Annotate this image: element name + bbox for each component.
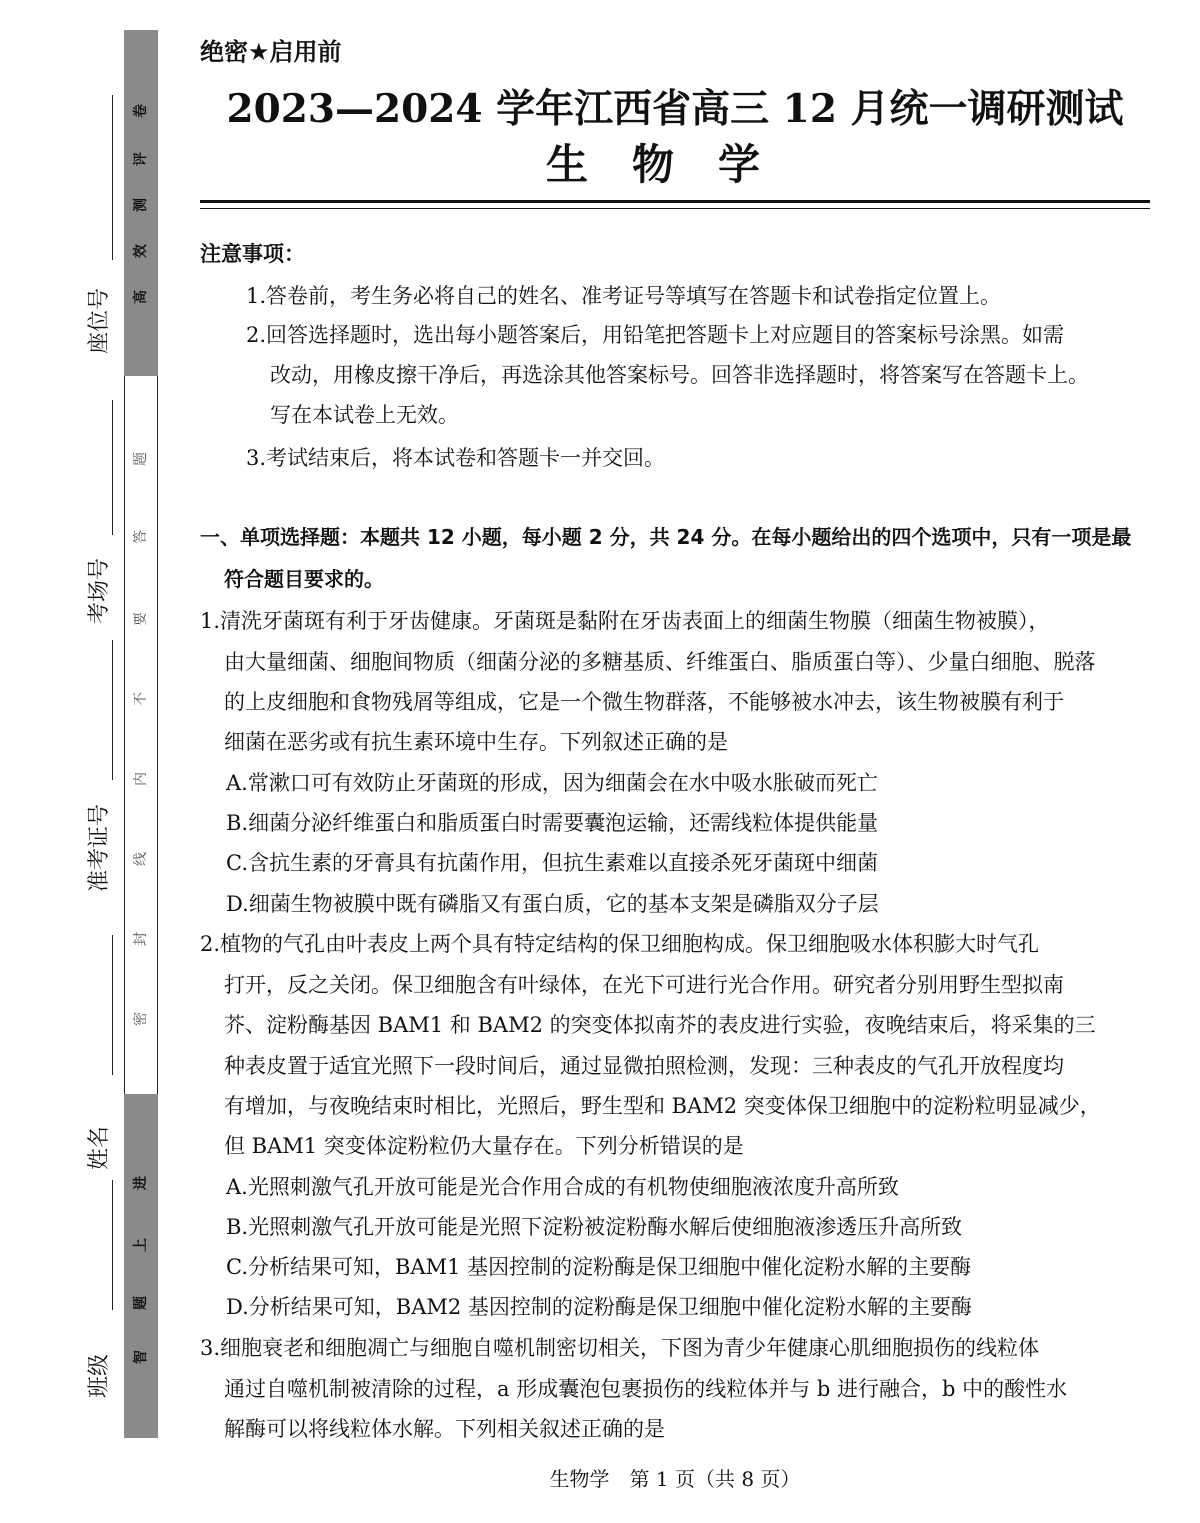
q2-stem-line: 有增加，与夜晚结束时相比，光照后，野生型和 BAM2 突变体保卫细胞中的淀粉粒明显减少， (224, 1094, 1101, 1118)
q2-option-c: C.分析结果可知，BAM1 基因控制的淀粉酶是保卫细胞中催化淀粉水解的主要酶 (226, 1255, 972, 1279)
binding-strip-bottom (124, 1094, 158, 1438)
strip-char: 测 (133, 198, 149, 212)
q1-stem-line: 1.清洗牙菌斑有利于牙齿健康。牙菌斑是黏附在牙齿表面上的细菌生物膜（细菌生物被膜）， (200, 609, 1050, 633)
seat-number-label: 座位号 (87, 287, 112, 354)
q2-stem-line: 2.植物的气孔由叶表皮上两个具有特定结构的保卫细胞构成。保卫细胞吸水体积膨大时气孔 (200, 932, 1040, 956)
strip-char: 智 (133, 1350, 149, 1364)
class-line[interactable] (112, 1180, 113, 1310)
strip-char: 题 (133, 1296, 149, 1310)
secret-mark: 绝密★启用前 (200, 38, 342, 66)
strip-char: 封 (133, 932, 149, 946)
q1-option-d: D.细菌生物被膜中既有磷脂又有蛋白质，它的基本支架是磷脂双分子层 (226, 892, 879, 916)
strip-char: 效 (133, 244, 149, 258)
notice-line: 1.答卷前，考生务必将自己的姓名、准考证号等填写在答题卡和试卷指定位置上。 (246, 284, 1002, 308)
notice-line: 写在本试卷上无效。 (270, 403, 459, 427)
q1-option-c: C.含抗生素的牙膏具有抗菌作用，但抗生素难以直接杀死牙菌斑中细菌 (226, 851, 878, 875)
seat-number-line[interactable] (112, 95, 113, 260)
name-line[interactable] (112, 935, 113, 1075)
q2-option-b: B.光照刺激气孔开放可能是光照下淀粉被淀粉酶水解后使细胞液渗透压升高所致 (226, 1215, 963, 1239)
section-heading: 一、单项选择题：本题共 12 小题，每小题 2 分，共 24 分。在每小题给出的四个选项中，只有一项是最 (200, 525, 1132, 549)
notice-line: 2.回答选择题时，选出每小题答案后，用铅笔把答题卡上对应题目的答案标号涂黑。如需 (246, 323, 1065, 347)
header-rule-thin (200, 208, 1150, 209)
exam-id-label: 准考证号 (87, 803, 112, 892)
q2-stem-line: 芥、淀粉酶基因 BAM1 和 BAM2 的突变体拟南芥的表皮进行实验，夜晚结束后，将采集的三 (224, 1013, 1096, 1037)
strip-char: 高 (133, 290, 149, 304)
strip-char: 题 (133, 452, 149, 466)
page-footer: 生物学 第 1 页（共 8 页） (549, 1467, 801, 1491)
binding-strip-middle (124, 376, 158, 1094)
q2-stem-line: 但 BAM1 突变体淀粉粒仍大量存在。下列分析错误的是 (224, 1134, 744, 1158)
q2-option-a: A.光照刺激气孔开放可能是光合作用合成的有机物使细胞液浓度升高所致 (226, 1175, 899, 1199)
exam-title: 2023—2024 学年江西省高三 12 月统一调研测试 (226, 86, 1124, 132)
q2-stem-line: 种表皮置于适宜光照下一段时间后，通过显微拍照检测，发现：三种表皮的气孔开放程度均 (224, 1054, 1064, 1078)
strip-char: 密 (133, 1012, 149, 1026)
strip-char: 线 (133, 852, 149, 866)
q2-stem-line: 打开，反之关闭。保卫细胞含有叶绿体，在光下可进行光合作用。研究者分别用野生型拟南 (224, 973, 1064, 997)
notice-line: 3.考试结束后，将本试卷和答题卡一并交回。 (246, 446, 666, 470)
q2-option-d: D.分析结果可知，BAM2 基因控制的淀粉酶是保卫细胞中催化淀粉水解的主要酶 (226, 1295, 972, 1319)
q3-stem-line: 3.细胞衰老和细胞凋亡与细胞自噬机制密切相关，下图为青少年健康心肌细胞损伤的线粒体 (200, 1336, 1040, 1360)
q1-stem-line: 由大量细菌、细胞间物质（细菌分泌的多糖基质、纤维蛋白、脂质蛋白等）、少量白细胞、脱落 (224, 650, 1096, 674)
q3-stem-line: 解酶可以将线粒体水解。下列相关叙述正确的是 (224, 1417, 665, 1441)
q1-stem-line: 细菌在恶劣或有抗生素环境中生存。下列叙述正确的是 (224, 730, 728, 754)
strip-char: 内 (133, 772, 149, 786)
strip-char: 进 (133, 1176, 149, 1190)
notice-line: 改动，用橡皮擦干净后，再选涂其他答案标号。回答非选择题时，将答案写在答题卡上。 (270, 363, 1089, 387)
subject-title: 生物学 (545, 140, 804, 189)
q1-option-a: A.常漱口可有效防止牙菌斑的形成，因为细菌会在水中吸水胀破而死亡 (226, 771, 878, 795)
class-label: 班级 (87, 1353, 112, 1398)
strip-char: 不 (133, 692, 149, 706)
exam-id-line[interactable] (112, 640, 113, 780)
exam-room-label: 考场号 (87, 557, 112, 624)
name-label: 姓名 (87, 1125, 112, 1170)
q3-stem-line: 通过自噬机制被清除的过程，a 形成囊泡包裹损伤的线粒体并与 b 进行融合，b 中的酸性水 (224, 1377, 1068, 1401)
strip-char: 上 (133, 1238, 149, 1252)
header-rule-thick (200, 200, 1150, 203)
strip-char: 答 (133, 530, 149, 544)
exam-room-line[interactable] (112, 400, 113, 535)
strip-char: 卷 (133, 104, 149, 118)
section-heading-cont: 符合题目要求的。 (224, 567, 384, 591)
strip-char: 评 (133, 152, 149, 166)
q1-option-b: B.细菌分泌纤维蛋白和脂质蛋白时需要囊泡运输，还需线粒体提供能量 (226, 811, 879, 835)
strip-char: 要 (133, 612, 149, 626)
q1-stem-line: 的上皮细胞和食物残屑等组成，它是一个微生物群落，不能够被水冲去，该生物被膜有利于 (224, 690, 1064, 714)
notice-heading: 注意事项： (200, 242, 305, 266)
